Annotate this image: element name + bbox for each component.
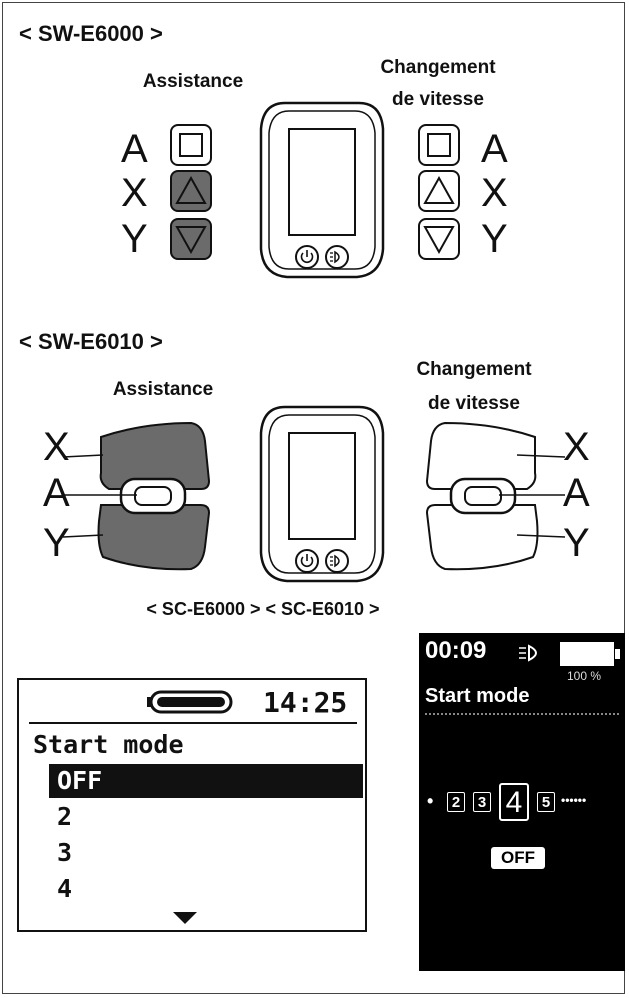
sw-e6010-title: < SW-E6010 > <box>19 329 163 354</box>
color-battery-percent: 100 % <box>567 669 602 683</box>
right-letter-a: A <box>481 127 508 171</box>
light-icon <box>326 550 348 572</box>
triangle-down-icon <box>419 219 459 259</box>
square-icon <box>171 125 211 165</box>
left-letter-y: Y <box>121 217 148 261</box>
diagram-frame <box>2 2 625 994</box>
color-level-5: 5 <box>537 792 555 812</box>
light-icon <box>515 643 551 663</box>
triangle-up-icon <box>419 171 459 211</box>
mono-menu-item[interactable]: 3 <box>57 838 73 867</box>
color-time: 00:09 <box>425 637 487 664</box>
triangle-up-icon <box>171 171 211 211</box>
mono-heading: Start mode <box>33 730 184 759</box>
display-unit-top <box>257 99 387 281</box>
power-icon <box>296 246 318 268</box>
sw-e6010-shift-lever <box>413 417 573 577</box>
sw-e6010-assist-label: Assistance <box>112 379 214 400</box>
color-screen <box>419 633 625 971</box>
sw-e6010-assist-lever <box>63 417 223 577</box>
left-letter-a: A <box>121 127 148 171</box>
color-heading: Start mode <box>425 685 530 707</box>
left-lever-letter-a: A <box>43 471 70 515</box>
color-level-dots-left: • <box>427 791 434 811</box>
color-level-dots-right: •••••• <box>561 793 587 807</box>
color-header-divider <box>425 713 619 715</box>
sw-e6000-assist-switch <box>169 123 219 267</box>
battery-icon <box>147 688 239 716</box>
triangle-down-icon <box>171 219 211 259</box>
square-icon <box>419 125 459 165</box>
mono-screen <box>17 678 367 932</box>
battery-icon <box>559 641 621 667</box>
color-mode-badge: OFF <box>491 847 545 869</box>
sw-e6010-shift-label-2: de vitesse <box>428 393 520 414</box>
display-models-caption: < SC-E6000 > < SC-E6010 > <box>146 599 380 619</box>
left-lever-letter-x: X <box>43 425 70 469</box>
mono-menu-item[interactable]: 4 <box>57 874 73 903</box>
color-level-3: 3 <box>473 792 491 812</box>
right-letter-y: Y <box>481 217 508 261</box>
sw-e6000-assist-label: Assistance <box>142 71 244 92</box>
scroll-down-arrow-icon <box>171 910 199 926</box>
mono-menu-item-label: OFF <box>57 766 103 795</box>
sw-e6000-shift-label-1: Changement <box>380 57 496 78</box>
right-lever-letter-y: Y <box>563 521 590 565</box>
mono-menu-item-selected[interactable] <box>49 764 363 798</box>
right-lever-letter-x: X <box>563 425 590 469</box>
color-level-4-selected: 4 <box>499 783 529 821</box>
left-lever-letter-y: Y <box>43 521 70 565</box>
left-letter-x: X <box>121 171 148 215</box>
mono-menu-item[interactable]: 2 <box>57 802 73 831</box>
right-lever-letter-a: A <box>563 471 590 515</box>
display-unit-middle <box>257 403 387 585</box>
mono-time: 14:25 <box>263 686 348 719</box>
sw-e6010-shift-label-1: Changement <box>416 359 532 380</box>
power-icon <box>296 550 318 572</box>
color-level-2: 2 <box>447 792 465 812</box>
sw-e6000-shift-label-2: de vitesse <box>392 89 484 110</box>
sw-e6000-title: < SW-E6000 > <box>19 21 163 46</box>
mono-header-divider <box>29 722 357 724</box>
light-icon <box>326 246 348 268</box>
sw-e6000-shift-switch <box>417 123 467 267</box>
right-letter-x: X <box>481 171 508 215</box>
